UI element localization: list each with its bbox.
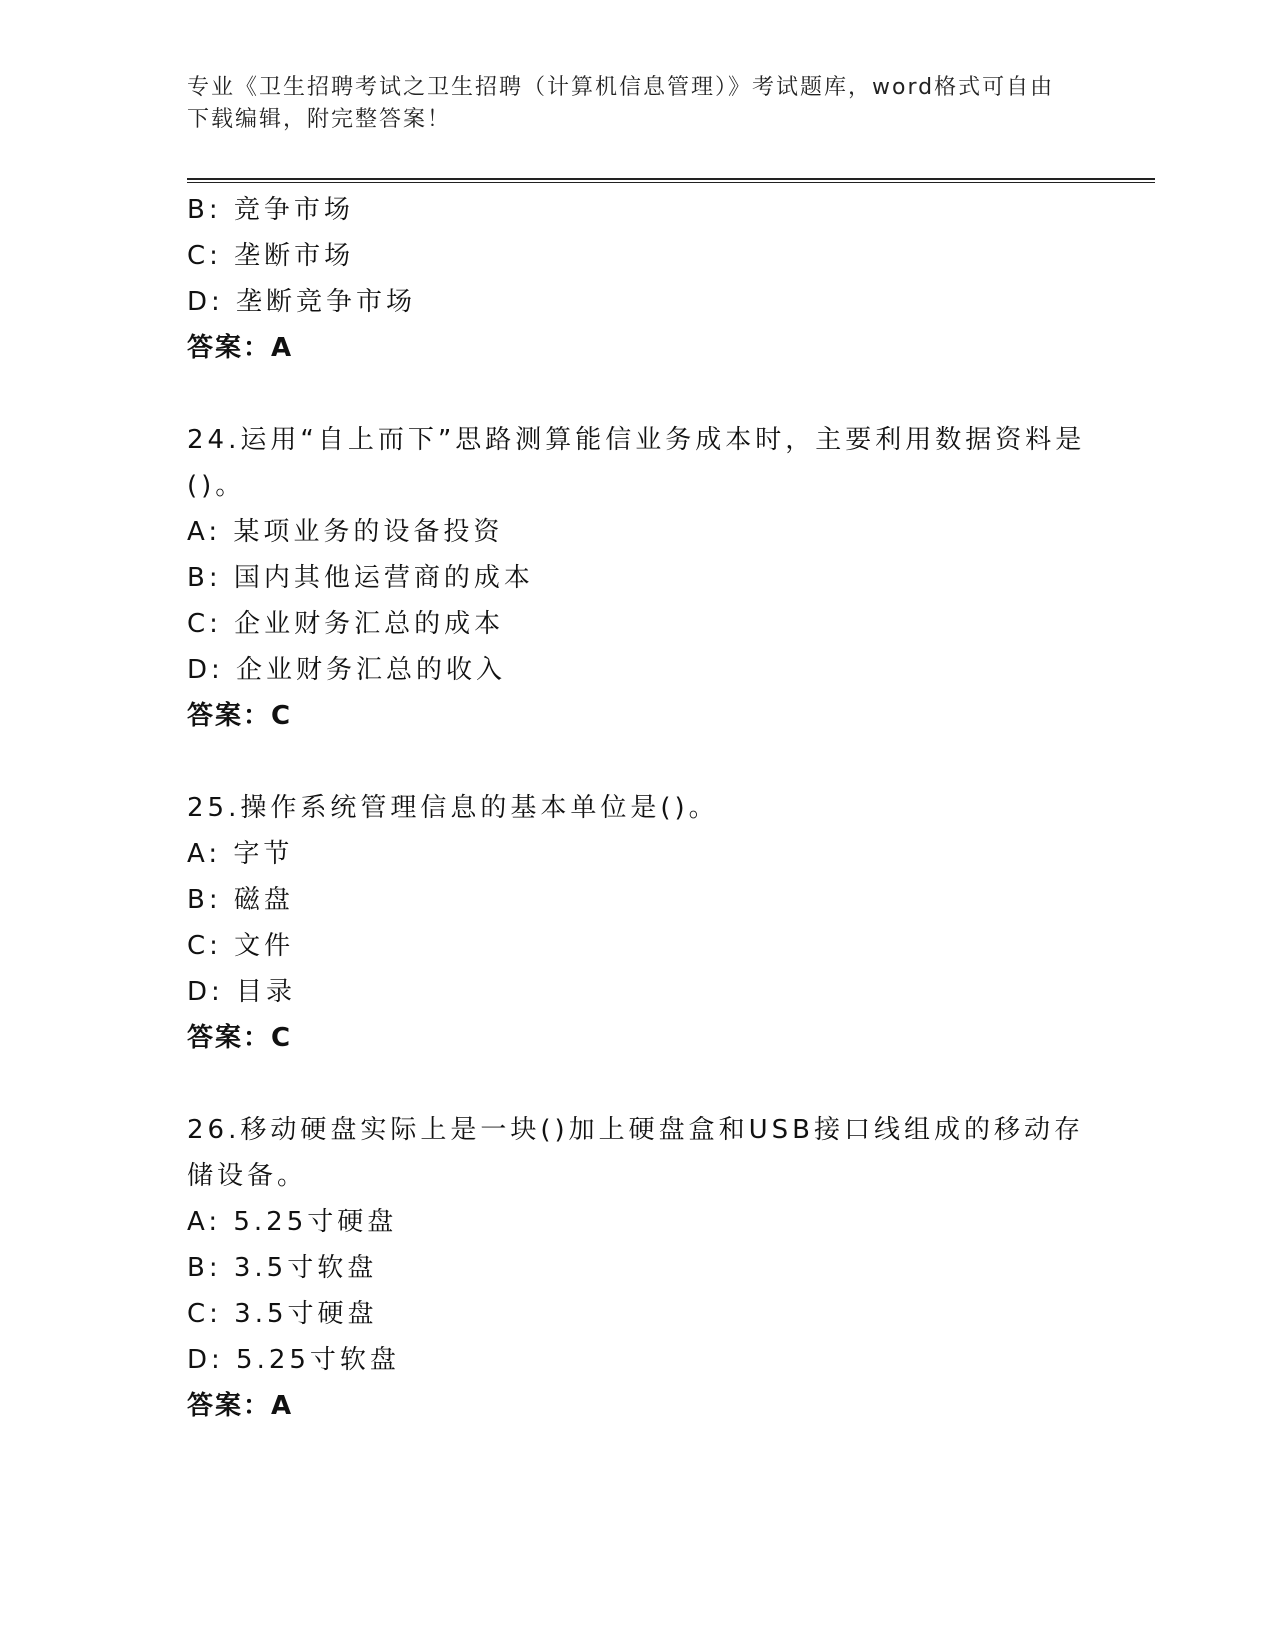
- option-d: D: 企业财务汇总的收入: [187, 655, 507, 685]
- spacer: [187, 1061, 1087, 1107]
- spacer: [187, 371, 1087, 417]
- question-25: [187, 785, 1087, 1061]
- option-b: B: 国内其他运营商的成本: [187, 563, 534, 593]
- question-stem: 26.移动硬盘实际上是一块()加上硬盘盒和USB接口线组成的移动存储设备。: [187, 1115, 1085, 1191]
- answer: 答案：C: [187, 701, 293, 731]
- option-c: C: 垄断市场: [187, 241, 355, 271]
- answer: 答案：A: [187, 1391, 294, 1421]
- header-title: 专业《卫生招聘考试之卫生招聘（计算机信息管理）》考试题库，word格式可自由下载编辑，附完整答案！: [187, 75, 1055, 132]
- question-list: [187, 187, 1087, 1429]
- question-stem: 25.操作系统管理信息的基本单位是()。: [187, 793, 719, 823]
- document-header: [187, 72, 1067, 136]
- option-c: C: 文件: [187, 931, 295, 961]
- option-d: D: 目录: [187, 977, 297, 1007]
- option-b: B: 磁盘: [187, 885, 294, 915]
- partial-question: [187, 187, 1087, 371]
- option-a: A: 5.25寸硬盘: [187, 1207, 398, 1237]
- answer: 答案：A: [187, 333, 294, 363]
- question-24: [187, 417, 1087, 739]
- option-b: B: 竞争市场: [187, 195, 354, 225]
- option-c: C: 企业财务汇总的成本: [187, 609, 505, 639]
- spacer: [187, 739, 1087, 785]
- option-a: A: 字节: [187, 839, 294, 869]
- option-b: B: 3.5寸软盘: [187, 1253, 378, 1283]
- header-divider: [187, 178, 1155, 183]
- question-stem: 24.运用“自上而下”思路测算能信业务成本时，主要利用数据资料是()。: [187, 425, 1086, 501]
- option-d: D: 垄断竞争市场: [187, 287, 417, 317]
- answer: 答案：C: [187, 1023, 293, 1053]
- question-26: [187, 1107, 1087, 1429]
- option-c: C: 3.5寸硬盘: [187, 1299, 378, 1329]
- option-d: D: 5.25寸软盘: [187, 1345, 400, 1375]
- option-a: A: 某项业务的设备投资: [187, 517, 504, 547]
